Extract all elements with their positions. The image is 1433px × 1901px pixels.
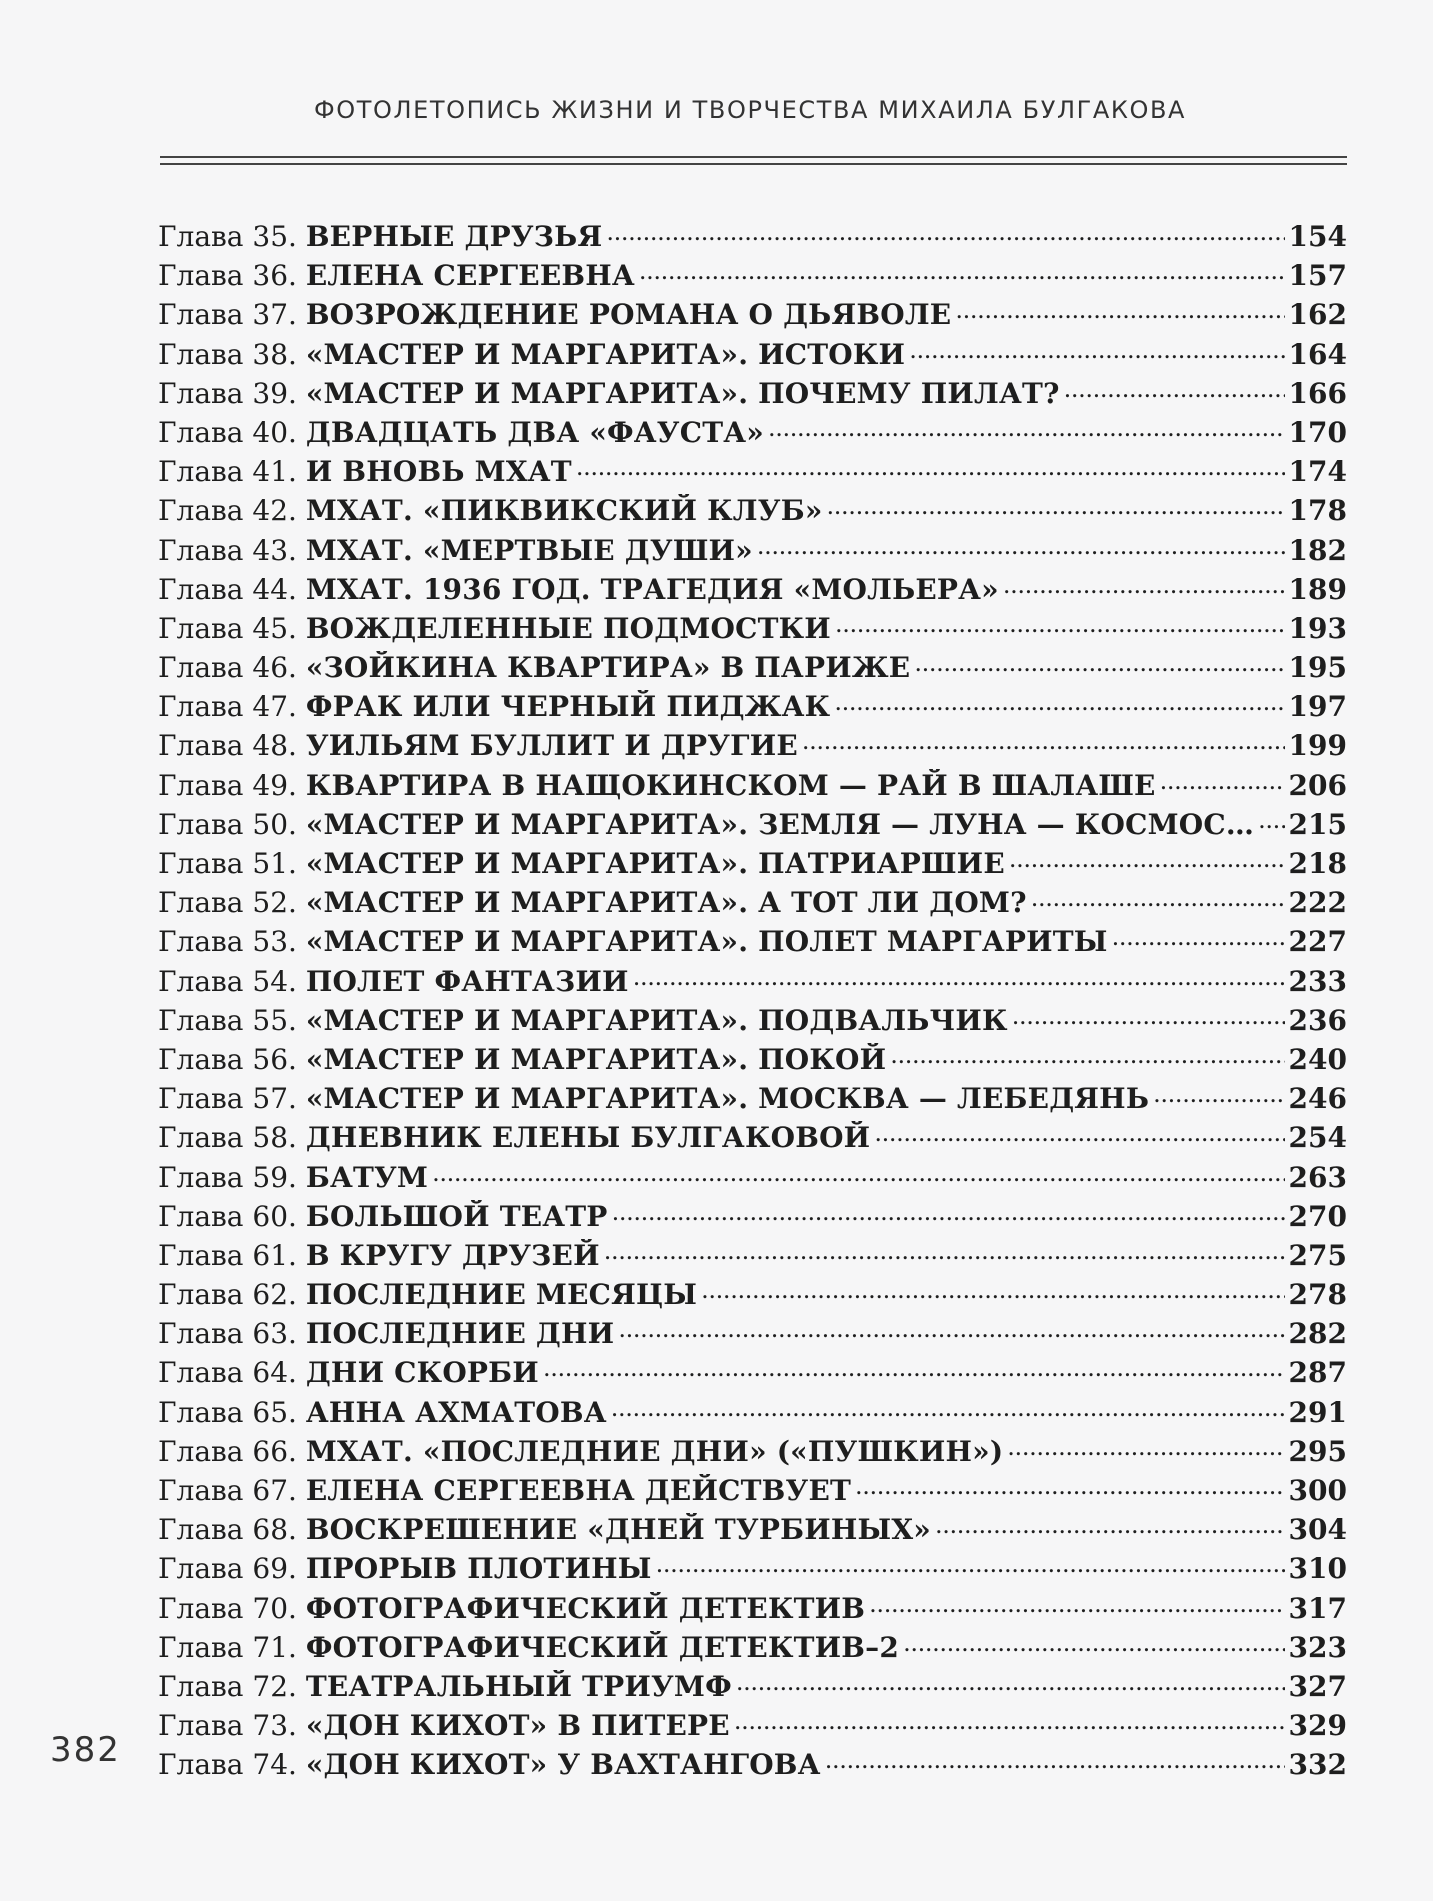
toc-entry [158,727,1347,766]
dot-leader [1009,845,1285,873]
header-rule-top [160,156,1347,158]
chapter-number: Глава 72. [158,1669,297,1703]
toc-entry [158,453,1347,492]
chapter-title: ДВАДЦАТЬ ДВА «ФАУСТА» [305,415,764,449]
chapter-page-number: 278 [1288,1278,1347,1312]
toc-entry-label [158,259,635,292]
toc-entry [158,336,1347,375]
chapter-title: АННА АХМАТОВА [305,1395,607,1429]
chapter-title: БОЛЬШОЙ ТЕАТР [305,1199,608,1233]
toc-entry-label [158,1121,870,1154]
chapter-number: Глава 70. [158,1591,297,1625]
chapter-number: Глава 40. [158,415,297,449]
chapter-number: Глава 67. [158,1474,297,1507]
toc-entry [158,1315,1347,1354]
chapter-page-number: 199 [1288,729,1347,763]
toc-entry [158,806,1347,845]
toc-entry [158,1433,1347,1472]
chapter-title: ВЕРНЫЕ ДРУЗЬЯ [305,220,603,253]
chapter-number: Глава 43. [158,533,297,567]
dot-leader [543,1354,1285,1382]
chapter-page-number: 263 [1288,1160,1347,1194]
toc-entry [158,1159,1347,1198]
toc-entry [158,767,1347,806]
toc-entry-label [158,808,1254,841]
chapter-title: МХАТ. «ПИКВИКСКИЙ КЛУБ» [305,494,823,528]
chapter-number: Глава 66. [158,1434,297,1468]
chapter-number: Глава 73. [158,1709,297,1743]
chapter-number: Глава 36. [158,259,297,293]
chapter-number: Глава 35. [158,220,297,253]
dot-leader [618,1315,1284,1343]
dot-leader [935,1511,1285,1539]
toc-entry-label [158,1004,1008,1037]
dot-leader [914,649,1284,677]
toc-entry-label [158,1474,851,1507]
toc-entry [158,218,1347,257]
chapter-number: Глава 41. [158,455,297,489]
chapter-page-number: 178 [1288,494,1347,528]
dot-leader [612,1198,1285,1226]
toc-entry [158,610,1347,649]
toc-entry [158,884,1347,923]
dot-leader [1064,375,1285,403]
toc-entry-label [158,769,1156,802]
dot-leader [576,453,1285,481]
chapter-page-number: 246 [1288,1082,1347,1116]
toc-entry-label [158,1592,865,1625]
dot-leader [1012,1002,1285,1030]
toc-entry [158,1080,1347,1119]
chapter-page-number: 222 [1288,886,1347,920]
chapter-number: Глава 54. [158,964,297,998]
toc-entry-label [158,494,823,527]
chapter-page-number: 215 [1288,807,1347,841]
chapter-number: Глава 45. [158,611,297,645]
chapter-number: Глава 65. [158,1395,297,1429]
header-rule-bottom [160,163,1347,165]
toc-entry-label [158,1748,821,1781]
dot-leader [633,963,1285,991]
toc-entry [158,492,1347,531]
chapter-number: Глава 57. [158,1082,297,1116]
chapter-number: Глава 47. [158,690,297,724]
chapter-title: «ДОН КИХОТ» У ВАХТАНГОВА [305,1748,821,1782]
dot-leader [611,1394,1285,1422]
chapter-page-number: 310 [1288,1552,1347,1586]
toc-entry [158,532,1347,571]
chapter-number: Глава 39. [158,376,297,410]
chapter-page-number: 240 [1288,1042,1347,1076]
chapter-title: ЕЛЕНА СЕРГЕЕВНА ДЕЙСТВУЕТ [305,1474,852,1507]
toc-entry [158,923,1347,962]
toc-entry-label [158,1200,608,1233]
dot-leader [606,218,1284,246]
chapter-page-number: 332 [1288,1748,1347,1782]
chapter-title: «МАСТЕР И МАРГАРИТА». ПОЛЕТ МАРГАРИТЫ [305,925,1108,959]
toc-entry-label [158,1043,886,1076]
chapter-number: Глава 46. [158,651,297,685]
toc-entry-label [158,338,905,371]
chapter-number: Глава 51. [158,847,297,880]
chapter-title: «ДОН КИХОТ» В ПИТЕРЕ [305,1709,730,1743]
chapter-title: «МАСТЕР И МАРГАРИТА». ЗЕМЛЯ — ЛУНА — КОСМОС… [305,807,1255,841]
dot-leader [734,1707,1285,1735]
toc-entry [158,688,1347,727]
chapter-title: МХАТ. «МЕРТВЫЕ ДУШИ» [305,533,753,567]
toc-entry [158,1590,1347,1629]
toc-entry-label [158,729,798,762]
dot-leader [834,688,1284,716]
chapter-page-number: 327 [1288,1669,1347,1703]
dot-leader [1003,571,1285,599]
toc-entry-label [158,1317,614,1350]
chapter-number: Глава 60. [158,1199,297,1233]
chapter-number: Глава 37. [158,298,297,332]
toc-entry-label [158,1278,697,1311]
toc-entry-label [158,1709,730,1742]
chapter-title: ДНЕВНИК ЕЛЕНЫ БУЛГАКОВОЙ [305,1121,871,1155]
chapter-page-number: 193 [1288,611,1347,645]
chapter-number: Глава 68. [158,1513,297,1547]
toc-entry [158,649,1347,688]
dot-leader [909,336,1284,364]
chapter-number: Глава 50. [158,807,297,841]
chapter-title: ПОЛЕТ ФАНТАЗИИ [305,964,629,998]
dot-leader [835,610,1285,638]
chapter-number: Глава 74. [158,1748,297,1782]
toc-entry-label [158,886,1027,919]
dot-leader [802,727,1285,755]
chapter-number: Глава 53. [158,925,297,959]
chapter-title: В КРУГУ ДРУЗЕЙ [305,1238,600,1272]
toc-entry-label [158,690,830,723]
chapter-number: Глава 61. [158,1238,297,1272]
chapter-number: Глава 59. [158,1160,297,1194]
chapter-title: «МАСТЕР И МАРГАРИТА». МОСКВА — ЛЕБЕДЯНЬ [305,1082,1150,1116]
dot-leader [736,1668,1285,1696]
dot-leader [701,1276,1284,1304]
dot-leader [768,414,1285,442]
chapter-title: УИЛЬЯМ БУЛЛИТ И ДРУГИЕ [305,729,798,763]
dot-leader [874,1119,1284,1147]
toc-entry-label [158,925,1108,958]
chapter-title: ВОЗРОЖДЕНИЕ РОМАНА О ДЬЯВОЛЕ [305,298,952,332]
dot-leader [955,296,1284,324]
toc-entry [158,1668,1347,1707]
toc-entry [158,1237,1347,1276]
chapter-title: КВАРТИРА В НАЩОКИНСКОМ — РАЙ В ШАЛАШЕ [305,768,1156,802]
toc-entry-label [158,612,831,645]
toc-entry-label [158,220,602,253]
toc-entry [158,571,1347,610]
chapter-number: Глава 49. [158,768,297,802]
toc-entry-label [158,965,629,998]
toc-entry [158,1472,1347,1511]
chapter-page-number: 206 [1288,768,1347,802]
toc-entry [158,1550,1347,1589]
toc-entry [158,1119,1347,1158]
chapter-title: ПОСЛЕДНИЕ ДНИ [305,1317,615,1351]
dot-leader [825,1746,1285,1774]
dot-leader [1160,767,1285,795]
toc-entry [158,1511,1347,1550]
chapter-title: «МАСТЕР И МАРГАРИТА». А ТОТ ЛИ ДОМ? [305,886,1027,920]
chapter-page-number: 218 [1288,847,1347,880]
chapter-page-number: 287 [1288,1356,1347,1390]
chapter-number: Глава 48. [158,729,297,763]
toc-entry-label [158,534,753,567]
chapter-page-number: 195 [1288,651,1347,685]
chapter-page-number: 174 [1288,455,1347,489]
toc-entry-label [158,377,1060,410]
page-number: 382 [50,1730,121,1770]
chapter-page-number: 189 [1288,572,1347,606]
dot-leader [1258,806,1284,834]
chapter-title: ФРАК ИЛИ ЧЕРНЫЙ ПИДЖАК [305,690,831,724]
toc-entry-label [158,1631,899,1664]
toc-entry [158,1707,1347,1746]
chapter-number: Глава 62. [158,1278,297,1312]
chapter-page-number: 329 [1288,1709,1347,1743]
dot-leader [1153,1080,1284,1108]
chapter-title: «ЗОЙКИНА КВАРТИРА» В ПАРИЖЕ [305,651,911,685]
toc-entry-label [158,298,951,331]
chapter-page-number: 166 [1288,376,1347,410]
toc-entry [158,1354,1347,1393]
chapter-page-number: 323 [1288,1630,1347,1664]
dot-leader [639,257,1285,285]
toc-entry-label [158,1435,1003,1468]
chapter-title: ВОЖДЕЛЕННЫЕ ПОДМОСТКИ [305,611,831,645]
toc-entry-label [158,1161,428,1194]
dot-leader [1007,1433,1284,1461]
dot-leader [656,1550,1285,1578]
chapter-page-number: 236 [1288,1003,1347,1037]
toc-entry [158,1394,1347,1433]
toc-entry [158,963,1347,1002]
chapter-title: ПРОРЫВ ПЛОТИНЫ [305,1552,652,1586]
chapter-title: ФОТОГРАФИЧЕСКИЙ ДЕТЕКТИВ [305,1591,866,1625]
toc-entry-label [158,847,1005,880]
chapter-number: Глава 52. [158,886,297,920]
chapter-page-number: 154 [1288,220,1347,253]
toc-entry-label [158,416,764,449]
dot-leader [855,1472,1285,1500]
chapter-number: Глава 42. [158,494,297,528]
chapter-number: Глава 55. [158,1003,297,1037]
chapter-title: «МАСТЕР И МАРГАРИТА». ПОДВАЛЬЧИК [305,1003,1008,1037]
dot-leader [827,492,1285,520]
chapter-page-number: 317 [1288,1591,1347,1625]
chapter-page-number: 295 [1288,1434,1347,1468]
toc-entry-label [158,1552,652,1585]
chapter-page-number: 170 [1288,415,1347,449]
chapter-number: Глава 38. [158,337,297,371]
chapter-page-number: 270 [1288,1199,1347,1233]
chapter-number: Глава 64. [158,1356,297,1390]
chapter-number: Глава 56. [158,1042,297,1076]
chapter-title: «МАСТЕР И МАРГАРИТА». ПОКОЙ [305,1042,887,1076]
dot-leader [903,1629,1284,1657]
toc-entry [158,1276,1347,1315]
chapter-page-number: 157 [1288,259,1347,293]
chapter-number: Глава 58. [158,1121,297,1155]
dot-leader [869,1590,1284,1618]
toc-entry [158,1746,1347,1785]
dot-leader [1112,923,1285,951]
chapter-title: И ВНОВЬ МХАТ [305,455,572,489]
chapter-title: МХАТ. 1936 ГОД. ТРАГЕДИЯ «МОЛЬЕРА» [305,572,999,606]
chapter-page-number: 233 [1288,964,1347,998]
chapter-title: БАТУМ [305,1160,429,1194]
chapter-page-number: 197 [1288,690,1347,724]
chapter-title: ТЕАТРАЛЬНЫЙ ТРИУМФ [305,1669,732,1703]
toc-entry [158,845,1347,884]
chapter-number: Глава 69. [158,1552,297,1586]
chapter-page-number: 282 [1288,1317,1347,1351]
chapter-title: «МАСТЕР И МАРГАРИТА». ПАТРИАРШИЕ [305,847,1005,880]
table-of-contents [158,218,1347,1786]
dot-leader [890,1041,1284,1069]
chapter-title: ЕЛЕНА СЕРГЕЕВНА [305,259,635,293]
toc-entry-label [158,1082,1149,1115]
chapter-title: ФОТОГРАФИЧЕСКИЙ ДЕТЕКТИВ–2 [305,1630,900,1664]
chapter-page-number: 300 [1288,1474,1347,1507]
chapter-title: МХАТ. «ПОСЛЕДНИЕ ДНИ» («ПУШКИН») [305,1434,1004,1468]
chapter-title: ДНИ СКОРБИ [305,1356,539,1390]
dot-leader [1031,884,1285,912]
toc-entry [158,296,1347,335]
dot-leader [432,1159,1284,1187]
chapter-page-number: 291 [1288,1395,1347,1429]
toc-entry-label [158,455,572,488]
toc-entry [158,1002,1347,1041]
toc-entry-label [158,1670,732,1703]
toc-entry-label [158,1513,931,1546]
toc-entry [158,375,1347,414]
chapter-title: ПОСЛЕДНИЕ МЕСЯЦЫ [305,1278,698,1312]
chapter-number: Глава 44. [158,572,297,606]
toc-entry-label [158,651,910,684]
toc-entry [158,1198,1347,1237]
chapter-page-number: 227 [1288,925,1347,959]
chapter-title: «МАСТЕР И МАРГАРИТА». ИСТОКИ [305,337,906,371]
toc-entry-label [158,1396,607,1429]
chapter-title: «МАСТЕР И МАРГАРИТА». ПОЧЕМУ ПИЛАТ? [305,376,1060,410]
chapter-page-number: 254 [1288,1121,1347,1155]
running-header: ФОТОЛЕТОПИСЬ ЖИЗНИ И ТВОРЧЕСТВА МИХАИЛА БУЛГАКОВА [313,96,1187,124]
dot-leader [757,532,1285,560]
chapter-page-number: 162 [1288,298,1347,332]
toc-entry [158,1629,1347,1668]
chapter-number: Глава 63. [158,1317,297,1351]
chapter-page-number: 275 [1288,1238,1347,1272]
dot-leader [604,1237,1285,1265]
chapter-page-number: 164 [1288,337,1347,371]
chapter-page-number: 182 [1288,533,1347,567]
toc-entry-label [158,1239,600,1272]
chapter-number: Глава 71. [158,1630,297,1664]
toc-entry [158,414,1347,453]
toc-entry [158,1041,1347,1080]
toc-entry-label [158,573,999,606]
toc-entry [158,257,1347,296]
toc-entry-label [158,1356,539,1389]
chapter-title: ВОСКРЕШЕНИЕ «ДНЕЙ ТУРБИНЫХ» [305,1513,931,1547]
chapter-page-number: 304 [1288,1513,1347,1547]
